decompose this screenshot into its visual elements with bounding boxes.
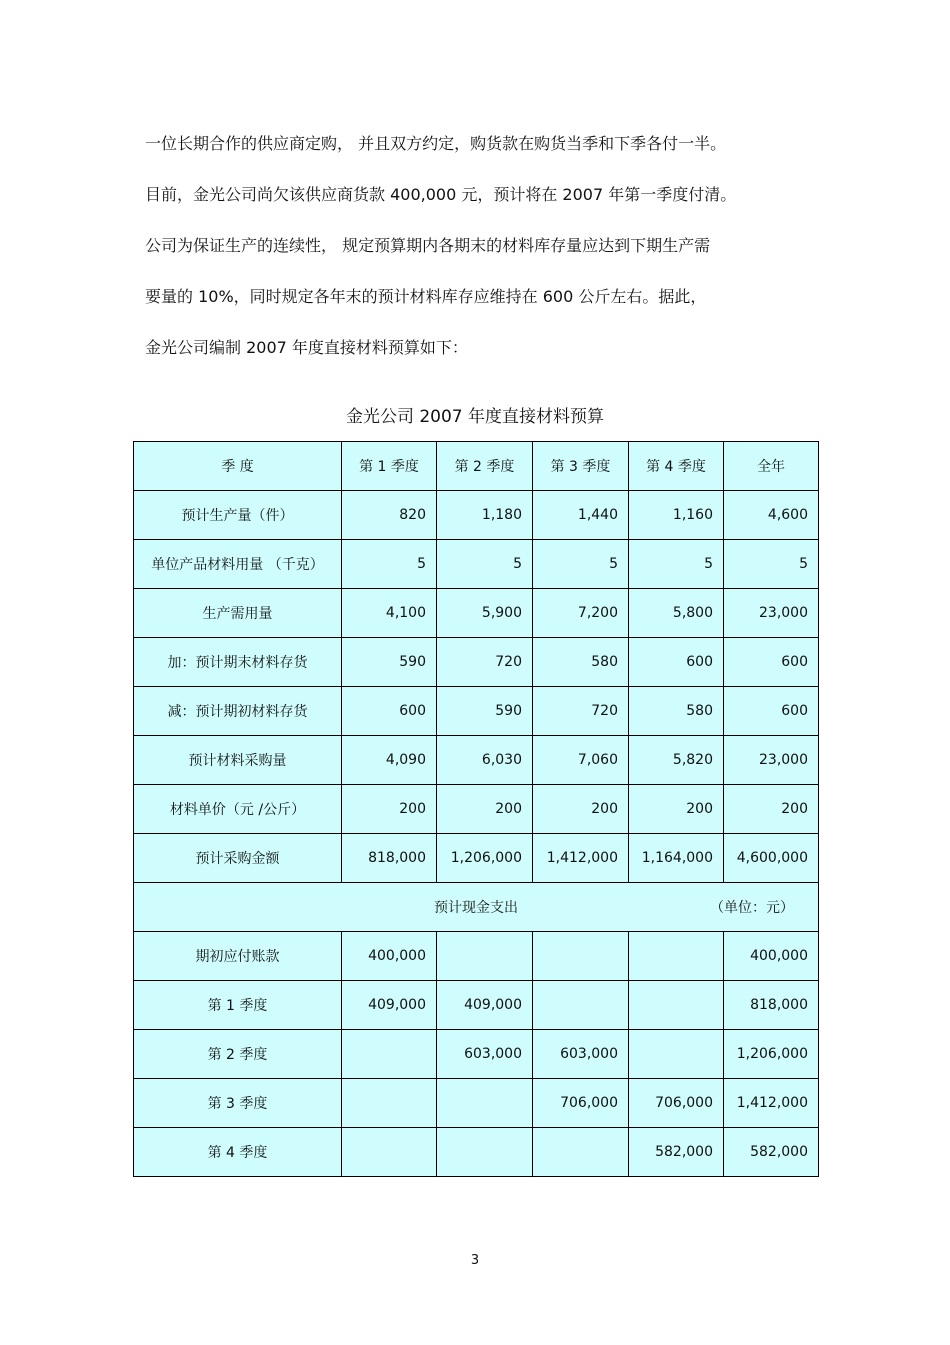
value-cell: 720 xyxy=(533,687,629,736)
table-row xyxy=(134,1079,819,1128)
value-cell xyxy=(629,1030,724,1079)
paragraph-line: 要量的 10%，同时规定各年末的预计材料库存应维持在 600 公斤左右。据此， xyxy=(145,287,707,306)
value-cell: 1,206,000 xyxy=(724,1030,819,1079)
table-row xyxy=(134,1030,819,1079)
table-row xyxy=(134,687,819,736)
header-cell: 全年 xyxy=(724,442,819,491)
body-paragraph xyxy=(145,122,845,377)
table-header-row xyxy=(134,442,819,491)
value-cell xyxy=(342,1079,437,1128)
value-cell: 1,412,000 xyxy=(533,834,629,883)
row-label: 第 1 季度 xyxy=(134,981,342,1030)
value-cell xyxy=(629,981,724,1030)
row-label: 第 2 季度 xyxy=(134,1030,342,1079)
value-cell: 409,000 xyxy=(437,981,533,1030)
value-cell: 4,600,000 xyxy=(724,834,819,883)
value-cell: 582,000 xyxy=(629,1128,724,1177)
value-cell xyxy=(629,932,724,981)
header-cell: 季 度 xyxy=(134,442,342,491)
value-cell xyxy=(342,1030,437,1079)
header-cell: 第 2 季度 xyxy=(437,442,533,491)
value-cell: 1,206,000 xyxy=(437,834,533,883)
section-title: 预计现金支出 xyxy=(434,900,518,916)
table-row xyxy=(134,589,819,638)
value-cell: 4,600 xyxy=(724,491,819,540)
value-cell: 818,000 xyxy=(342,834,437,883)
table-row xyxy=(134,932,819,981)
value-cell: 23,000 xyxy=(724,736,819,785)
value-cell: 818,000 xyxy=(724,981,819,1030)
table-row xyxy=(134,785,819,834)
value-cell: 7,060 xyxy=(533,736,629,785)
table-row xyxy=(134,834,819,883)
value-cell: 5 xyxy=(629,540,724,589)
row-label: 减：预计期初材料存货 xyxy=(134,687,342,736)
table-row xyxy=(134,491,819,540)
value-cell xyxy=(437,932,533,981)
header-cell: 第 1 季度 xyxy=(342,442,437,491)
value-cell: 400,000 xyxy=(724,932,819,981)
value-cell: 600 xyxy=(629,638,724,687)
row-label: 期初应付账款 xyxy=(134,932,342,981)
value-cell xyxy=(533,1128,629,1177)
value-cell: 5,800 xyxy=(629,589,724,638)
value-cell: 590 xyxy=(437,687,533,736)
direct-material-budget-table xyxy=(133,441,819,1177)
section-row xyxy=(134,883,819,932)
value-cell: 200 xyxy=(629,785,724,834)
value-cell: 5 xyxy=(533,540,629,589)
value-cell: 400,000 xyxy=(342,932,437,981)
paragraph-line: 一位长期合作的供应商定购， 并且双方约定，购货款在购货当季和下季各付一半。 xyxy=(145,134,727,153)
value-cell: 5,900 xyxy=(437,589,533,638)
value-cell: 200 xyxy=(437,785,533,834)
value-cell: 5 xyxy=(437,540,533,589)
value-cell: 600 xyxy=(342,687,437,736)
value-cell: 1,440 xyxy=(533,491,629,540)
value-cell: 200 xyxy=(342,785,437,834)
value-cell: 603,000 xyxy=(437,1030,533,1079)
value-cell xyxy=(437,1079,533,1128)
value-cell xyxy=(533,932,629,981)
row-label: 生产需用量 xyxy=(134,589,342,638)
table-row xyxy=(134,540,819,589)
value-cell: 706,000 xyxy=(629,1079,724,1128)
value-cell: 580 xyxy=(533,638,629,687)
row-label: 预计生产量（件） xyxy=(134,491,342,540)
value-cell xyxy=(437,1128,533,1177)
paragraph-line: 目前，金光公司尚欠该供应商货款 400,000 元，预计将在 2007 年第一季度付清。 xyxy=(145,185,737,204)
row-label: 单位产品材料用量 （千克） xyxy=(134,540,342,589)
row-label: 第 4 季度 xyxy=(134,1128,342,1177)
value-cell: 580 xyxy=(629,687,724,736)
paragraph-line: 金光公司编制 2007 年度直接材料预算如下： xyxy=(145,338,468,357)
row-label: 预计材料采购量 xyxy=(134,736,342,785)
value-cell: 6,030 xyxy=(437,736,533,785)
row-label: 加：预计期末材料存货 xyxy=(134,638,342,687)
table-title: 金光公司 2007 年度直接材料预算 xyxy=(345,407,605,427)
value-cell: 706,000 xyxy=(533,1079,629,1128)
value-cell: 5,820 xyxy=(629,736,724,785)
value-cell: 1,160 xyxy=(629,491,724,540)
value-cell: 720 xyxy=(437,638,533,687)
value-cell: 4,090 xyxy=(342,736,437,785)
value-cell: 23,000 xyxy=(724,589,819,638)
value-cell: 590 xyxy=(342,638,437,687)
value-cell: 600 xyxy=(724,638,819,687)
row-label: 预计采购金额 xyxy=(134,834,342,883)
value-cell: 603,000 xyxy=(533,1030,629,1079)
value-cell: 4,100 xyxy=(342,589,437,638)
value-cell: 5 xyxy=(724,540,819,589)
value-cell: 5 xyxy=(342,540,437,589)
value-cell: 200 xyxy=(533,785,629,834)
row-label: 材料单价（元 /公斤） xyxy=(134,785,342,834)
value-cell xyxy=(342,1128,437,1177)
value-cell: 409,000 xyxy=(342,981,437,1030)
value-cell: 1,180 xyxy=(437,491,533,540)
section-cell xyxy=(134,883,819,932)
value-cell: 600 xyxy=(724,687,819,736)
value-cell: 582,000 xyxy=(724,1128,819,1177)
section-unit: （单位：元） xyxy=(710,900,794,916)
header-cell: 第 3 季度 xyxy=(533,442,629,491)
table-row xyxy=(134,736,819,785)
row-label: 第 3 季度 xyxy=(134,1079,342,1128)
value-cell: 1,164,000 xyxy=(629,834,724,883)
paragraph-line: 公司为保证生产的连续性， 规定预算期内各期末的材料库存量应达到下期生产需 xyxy=(145,236,711,255)
table-row xyxy=(134,638,819,687)
value-cell: 7,200 xyxy=(533,589,629,638)
value-cell xyxy=(533,981,629,1030)
table-row xyxy=(134,1128,819,1177)
value-cell: 1,412,000 xyxy=(724,1079,819,1128)
page-number: 3 xyxy=(470,1253,480,1268)
value-cell: 820 xyxy=(342,491,437,540)
table-row xyxy=(134,981,819,1030)
header-cell: 第 4 季度 xyxy=(629,442,724,491)
value-cell: 200 xyxy=(724,785,819,834)
